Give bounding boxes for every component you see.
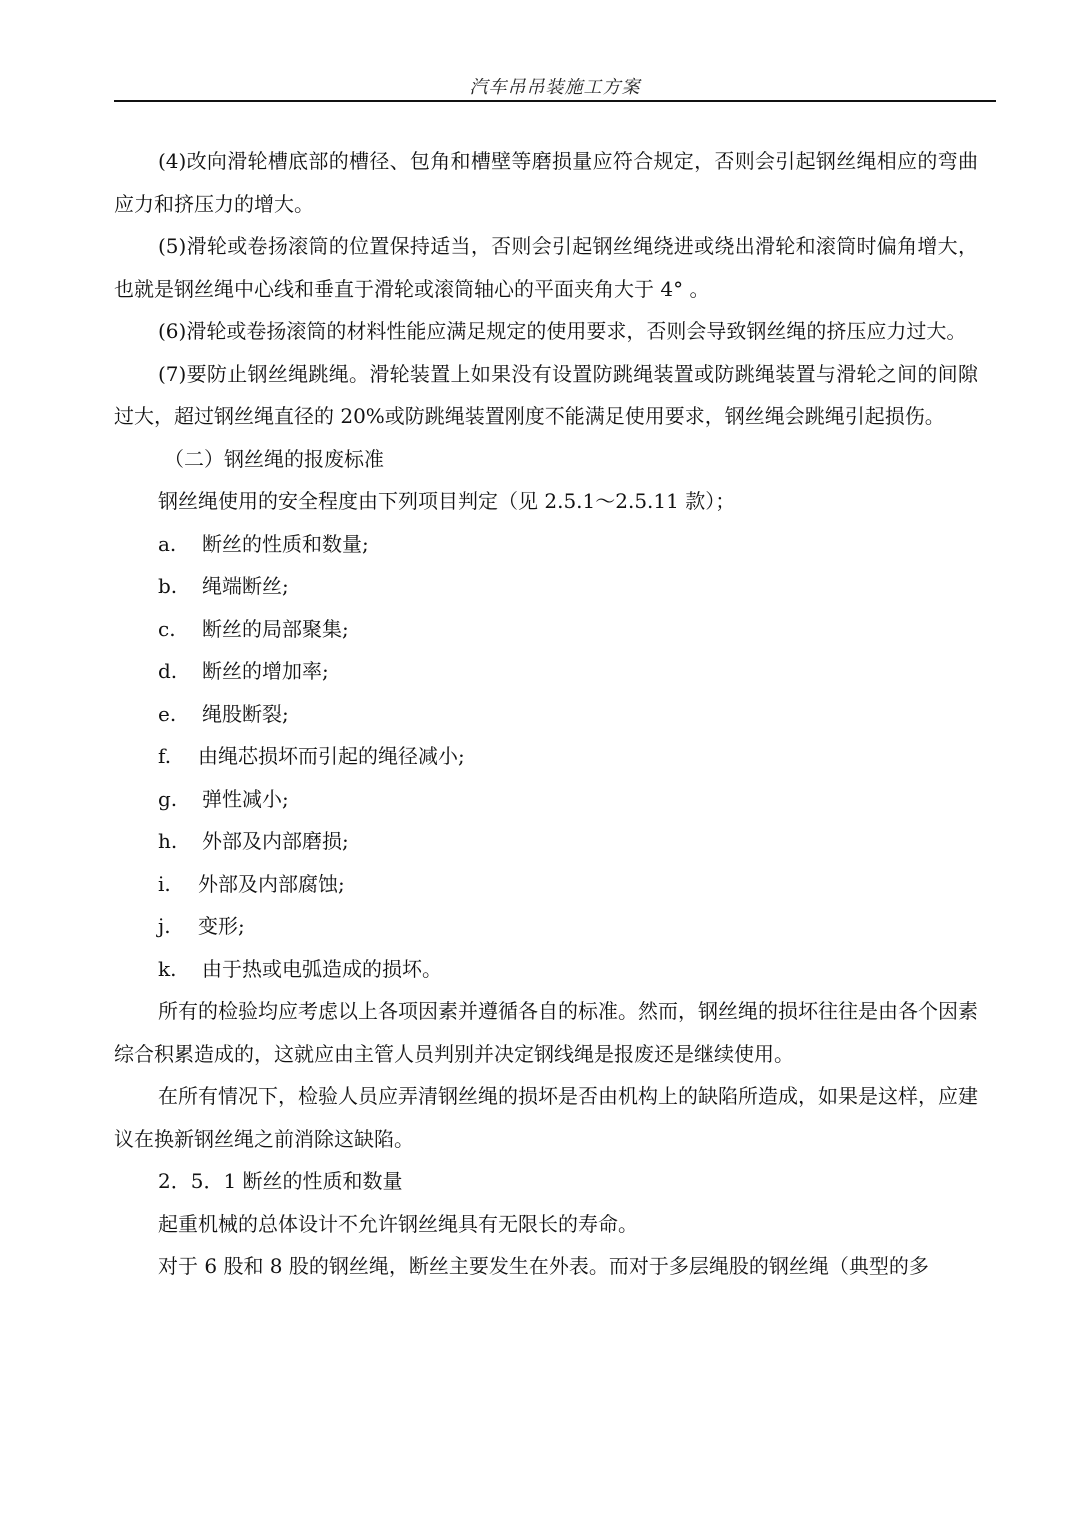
list-item-text: 断丝的增加率;: [202, 659, 329, 683]
list-item: [114, 948, 978, 991]
list-item: [114, 693, 978, 736]
list-item-text: 变形;: [198, 914, 245, 938]
summary-paragraph-1: 所有的检验均应考虑以上各项因素并遵循各自的标准。然而，钢丝绳的损坏往往是由各个因素综合积累造成的，这就应由主管人员判别并决定钢线绳是报废还是继续使用。: [114, 999, 978, 1066]
list-item-text: 由绳芯损坏而引起的绳径减小;: [198, 744, 465, 768]
list-item-letter: e.: [158, 701, 177, 726]
list-item: [114, 650, 978, 693]
list-item-text: 弹性减小;: [202, 786, 289, 811]
list-item-text: 绳端断丝;: [202, 574, 289, 598]
list-item-letter: h.: [158, 829, 178, 853]
paragraph-item-7: (7)要防止钢丝绳跳绳。滑轮装置上如果没有设置防跳绳装置或防跳绳装置与滑轮之间的间隙过大，超过钢丝绳直径的 20%或防跳绳装置刚度不能满足使用要求，钢丝绳会跳绳引起损伤。: [114, 361, 978, 428]
list-item-letter: k.: [158, 956, 177, 981]
list-item-text: 断丝的局部聚集;: [202, 616, 349, 641]
subsection-heading-2-5-1: 2．5．1 断丝的性质和数量: [158, 1169, 403, 1193]
list-item-letter: g.: [158, 786, 178, 811]
list-item: [114, 863, 978, 906]
list-item-text: 由于热或电弧造成的损坏。: [202, 956, 442, 981]
list-item: [114, 735, 978, 778]
list-item-letter: f.: [158, 744, 172, 768]
list-item-text: 绳股断裂;: [202, 701, 289, 726]
paragraph-item-6: (6)滑轮或卷扬滚筒的材料性能应满足规定的使用要求，否则会导致钢丝绳的挤压应力过大。: [158, 319, 967, 343]
list-item-text: 外部及内部腐蚀;: [198, 871, 345, 896]
list-item: [114, 778, 978, 821]
summary-paragraph-2: 在所有情况下，检验人员应弄清钢丝绳的损坏是否由机构上的缺陷所造成，如果是这样，应建议在换新钢丝绳之前消除这缺陷。: [114, 1084, 978, 1151]
document-body: [114, 140, 978, 1288]
list-item: [114, 608, 978, 651]
list-item-letter: a.: [158, 531, 177, 556]
criteria-intro: 钢丝绳使用的安全程度由下列项目判定（见 2.5.1～2.5.11 款）；: [158, 489, 736, 513]
paragraph-item-5: (5)滑轮或卷扬滚筒的位置保持适当，否则会引起钢丝绳绕进或绕出滑轮和滚筒时偏角增大，也就是钢丝绳中心线和垂直于滑轮或滚筒轴心的平面夹角大于 4° 。: [114, 234, 978, 301]
list-item-text: 外部及内部磨损;: [202, 829, 349, 853]
paragraph-item-4: (4)改向滑轮槽底部的槽径、包角和槽壁等磨损量应符合规定，否则会引起钢丝绳相应的弯曲应力和挤压力的增大。: [114, 149, 978, 216]
list-item: [114, 565, 978, 608]
list-item: [114, 820, 978, 863]
list-item-text: 断丝的性质和数量;: [202, 531, 369, 556]
list-item-letter: c.: [158, 616, 176, 641]
document-title: 汽车吊吊装施工方案: [469, 77, 641, 98]
list-item-letter: i.: [158, 871, 171, 896]
list-item-letter: b.: [158, 574, 178, 598]
list-item: [114, 905, 978, 948]
list-item-letter: j.: [158, 914, 171, 938]
page-header: [114, 76, 996, 102]
list-item: [114, 523, 978, 566]
strands-paragraph: 对于 6 股和 8 股的钢丝绳，断丝主要发生在外表。而对于多层绳股的钢丝绳（典型的多: [158, 1254, 929, 1278]
criteria-list: [114, 523, 978, 991]
design-paragraph: 起重机械的总体设计不允许钢丝绳具有无限长的寿命。: [158, 1211, 638, 1236]
section-heading-scrap-standard: （二）钢丝绳的报废标准: [164, 446, 384, 471]
list-item-letter: d.: [158, 659, 178, 683]
